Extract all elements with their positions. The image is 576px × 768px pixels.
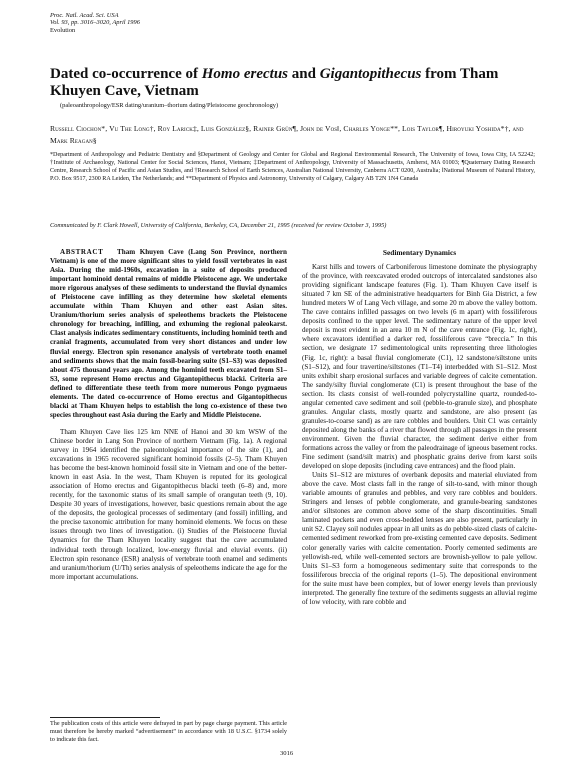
- communicated-line: Communicated by F. Clark Howell, University of California, Berkeley, CA, December 21, 1995 (received for review October 3, 1995): [50, 222, 387, 229]
- abstract-label: ABSTRACT: [60, 248, 104, 256]
- page-number: 3016: [280, 750, 294, 757]
- intro-paragraph: Tham Khuyen Cave lies 125 km NNE of Hanoi and 30 km WSW of the Chinese border in Lang Son Province of northern Vietnam (Fig. 1a). A regional survey in 1964 identified the paleontological importance of the site (1), and excavations in 1965 recovered significant hominoid fossils (2–5). Tham Khuyen has become the best-known hominoid fossil site in Vietnam and one of the better-known in east Asia. In the west, Tham Khuyen is reputed for its geological association of Homo erectus and Gigantopithecus blacki teeth (6–8) and, more recently, for the taxonomic status of its small sample of orangutan teeth (9, 10). Despite 30 years of investigations, however, basic questions remain about the age of the deposits, the geological processes of sedimentary (and fossil) infilling, and the precise taxonomic attribution for many hominoid elements. We focus on these issues through two lines of investigation. (i) Studies of the Pleistocene fluvial dynamics for the Tham Khuyen locality suggest that the cave accumulated individual teeth through localized, low-energy fluvial and eluvial events. (ii) Electron spin resonance (ESR) analysis of vertebrate tooth enamel and sediments and uranium/thorium (U/Th) series analysis of speleothems indicate the age for the more important accumulations.: [50, 427, 287, 581]
- left-column: [50, 248, 287, 582]
- journal-name: Proc. Natl. Acad. Sci. USA: [50, 12, 119, 19]
- journal-volume: Vol. 93, pp. 3016–3020, April 1996: [50, 19, 140, 27]
- keywords: (paleoanthropology/ESR dating/uranium–thorium dating/Pleistocene geochronology): [60, 102, 279, 109]
- title-part-2: and: [288, 66, 320, 82]
- section-heading: Sedimentary Dynamics: [382, 248, 457, 257]
- title-part-1: Dated co-occurrence of: [50, 66, 202, 82]
- right-column: [302, 248, 537, 607]
- author-list: Russell Ciochon*, Vu The Long†, Roy Larick‡, Luis González§, Rainer Grün¶, John de Vos‖, Charles Yonge**, Lois Taylor¶, Hiroyuki Yoshida*†, and Mark Reagan§: [50, 124, 524, 145]
- title-taxon-2: Gigantopithecus: [319, 66, 422, 82]
- footnote: The publication costs of this article were defrayed in part by page charge payment. This article must therefore be hereby marked “advertisement” in accordance with 18 U.S.C. §1734 solely to indicate this fact.: [50, 720, 287, 743]
- journal-header: [50, 12, 140, 34]
- title-part-3: from Tham Khuyen Cave, Vietnam: [50, 66, 499, 99]
- body-paragraph: Units S1–S12 are mixtures of overbank deposits and material eluviated from above the cave. Most clasts fall in the range of silt-to-sand, with minor though variable amounts of granules and pebbles, and very rare cobbles and boulders. Stringers and lenses of pebble conglomerate, and granule-bearing sandstones and/or siltstones are common above some of the sharp discontinuities. Small laminated pockets and even cross-bedded lenses are also present, particularly in unit S2. Clayey soil nodules appear in all units as do pebble-sized clasts of calcite-cemented sediment reworked from pre-existing cemented cave deposits. Sediment color generally varies with calcite cementation. Poorly cemented sediments are yellowish-red, while well-cemented sectors are brownish-yellow to pale yellow. Units S1–S3 form a homogeneous sedimentary suite that corresponds to the fossiliferous breccia of the original reports (1–5). The depositional environment for the suite must have been complex, but of lower energy levels than previously interpreted. The generally fine texture of the sediments suggests an alluvial regime of low velocity, with rare cobble and: [302, 471, 537, 606]
- title-taxon-1: Homo erectus: [201, 66, 288, 82]
- journal-section: Evolution: [50, 26, 76, 34]
- body-paragraph: Karst hills and towers of Carboniferous limestone dominate the physiography of the province, with reexcavated eroded outcrops of intercalated sandstones also providing significant landscape features (Fig. 1). Tham Khuyen Cave itself is situated 7 km SE of the administrative headquarters for Binh Gia District, a few hundred meters W of Lang Vech village, and some 20 m above the valley bottom. The cave contains infilled passages on two levels (6 m apart) with fossiliferous deposits confined to the upper level. The sedimentary nature of the upper level deposit is most evident in an area 10 m N of the cave entrance (Fig. 1c, right), where excavators identified a darker red, fossiliferous cave “breccia.” In this section, we designate 17 sedimentological units representing three lithologies (Fig. 1c, right): a basal fluvial conglomerate (C1), 12 sandstone/siltstone units (S1–S12), and four travertine/siltstones (T1–T4) interbedded with S1–S12. Most units exhibit sharp erosional surfaces and variable degrees of calcite cementation. The sandy/silty fluvial conglomerate (C1) is present throughout the base of the section. Its clasts consist of well-rounded polycrystalline quartz, rounded-to-angular cemented cave sediment and soil (pebble-to-granule size), and phosphate granules. Angular clasts, mostly quartz and sandstone, are also present (as granules-to-coarse sand) as are rare cobbles and boulders. Unit C1 was certainly deposited along the banks of a river that flowed through all passages in the present environment. Given the fluvial character, the sediment derive either from formations across the valley or from the paleodrainage of igneous basement rocks. Fine sediment (sand/silt matrix) and phosphatic grains derive from karst soils developed on slope deposits (including cave entrances) and the flood plain.: [302, 263, 537, 471]
- footnote-rule: [50, 717, 160, 718]
- abstract: [50, 248, 287, 420]
- paper-title: [50, 66, 530, 100]
- abstract-text: Tham Khuyen Cave (Lang Son Province, northern Vietnam) is one of the more significant sites to yield fossil vertebrates in east Asia. During the mid-1960s, excavation in a suite of deposits produced important hominoid dental remains of middle Pleistocene age. We undertake more rigorous analyses of these sediments to understand the fluvial dynamics of Pleistocene cave infilling as they determine how skeletal elements accumulate within Tham Khuyen and other east Asian sites. Uranium/thorium series analysis of speleothems brackets the Pleistocene chronology for breaching, infilling, and exhuming the regional paleokarst. Clast analysis indicates sedimentary constituents, including hominid teeth and cranial fragments, accumulated from very short distances and under low fluvial energy. Electron spin resonance analysis of vertebrate tooth enamel and sediments shows that the main fossil-bearing suite (S1–S3) was deposited about 475 thousand years ago. Among the hominid teeth excavated from S1–S3, some represent Homo erectus and Gigantopithecus blacki. Criteria are defined to differentiate these teeth from more numerous Pongo pygmaeus elements. The dated co-occurrence of Homo erectus and Gigantopithecus blacki at Tham Khuyen helps to establish the long co-existence of these two species throughout east Asia during the Early and Middle Pleistocene.: [50, 248, 287, 419]
- affiliations: *Department of Anthropology and Pediatric Dentistry and §Department of Geology and Center for Global and Regional Environmental Research, The University of Iowa, Iowa City, IA 52242; †Institute of Archaeology, National Center for Social Sciences, Hanoi, Vietnam; ‡Department of Anthropology, University of Massachusetts, Amherst, MA 01003; ¶Quaternary Dating Research Centre, Research School of Pacific and Asian Studies, and †Research School of Earth Sciences, Australian National University, Canberra ACT 0200, Australia; ‖National Museum of Natural History, P.O. Box 9517, 2300 RA Leiden, The Netherlands; and **Department of Physics and Astronomy, University of Calgary, Calgary AB T2N 1N4 Canada: [50, 152, 535, 182]
